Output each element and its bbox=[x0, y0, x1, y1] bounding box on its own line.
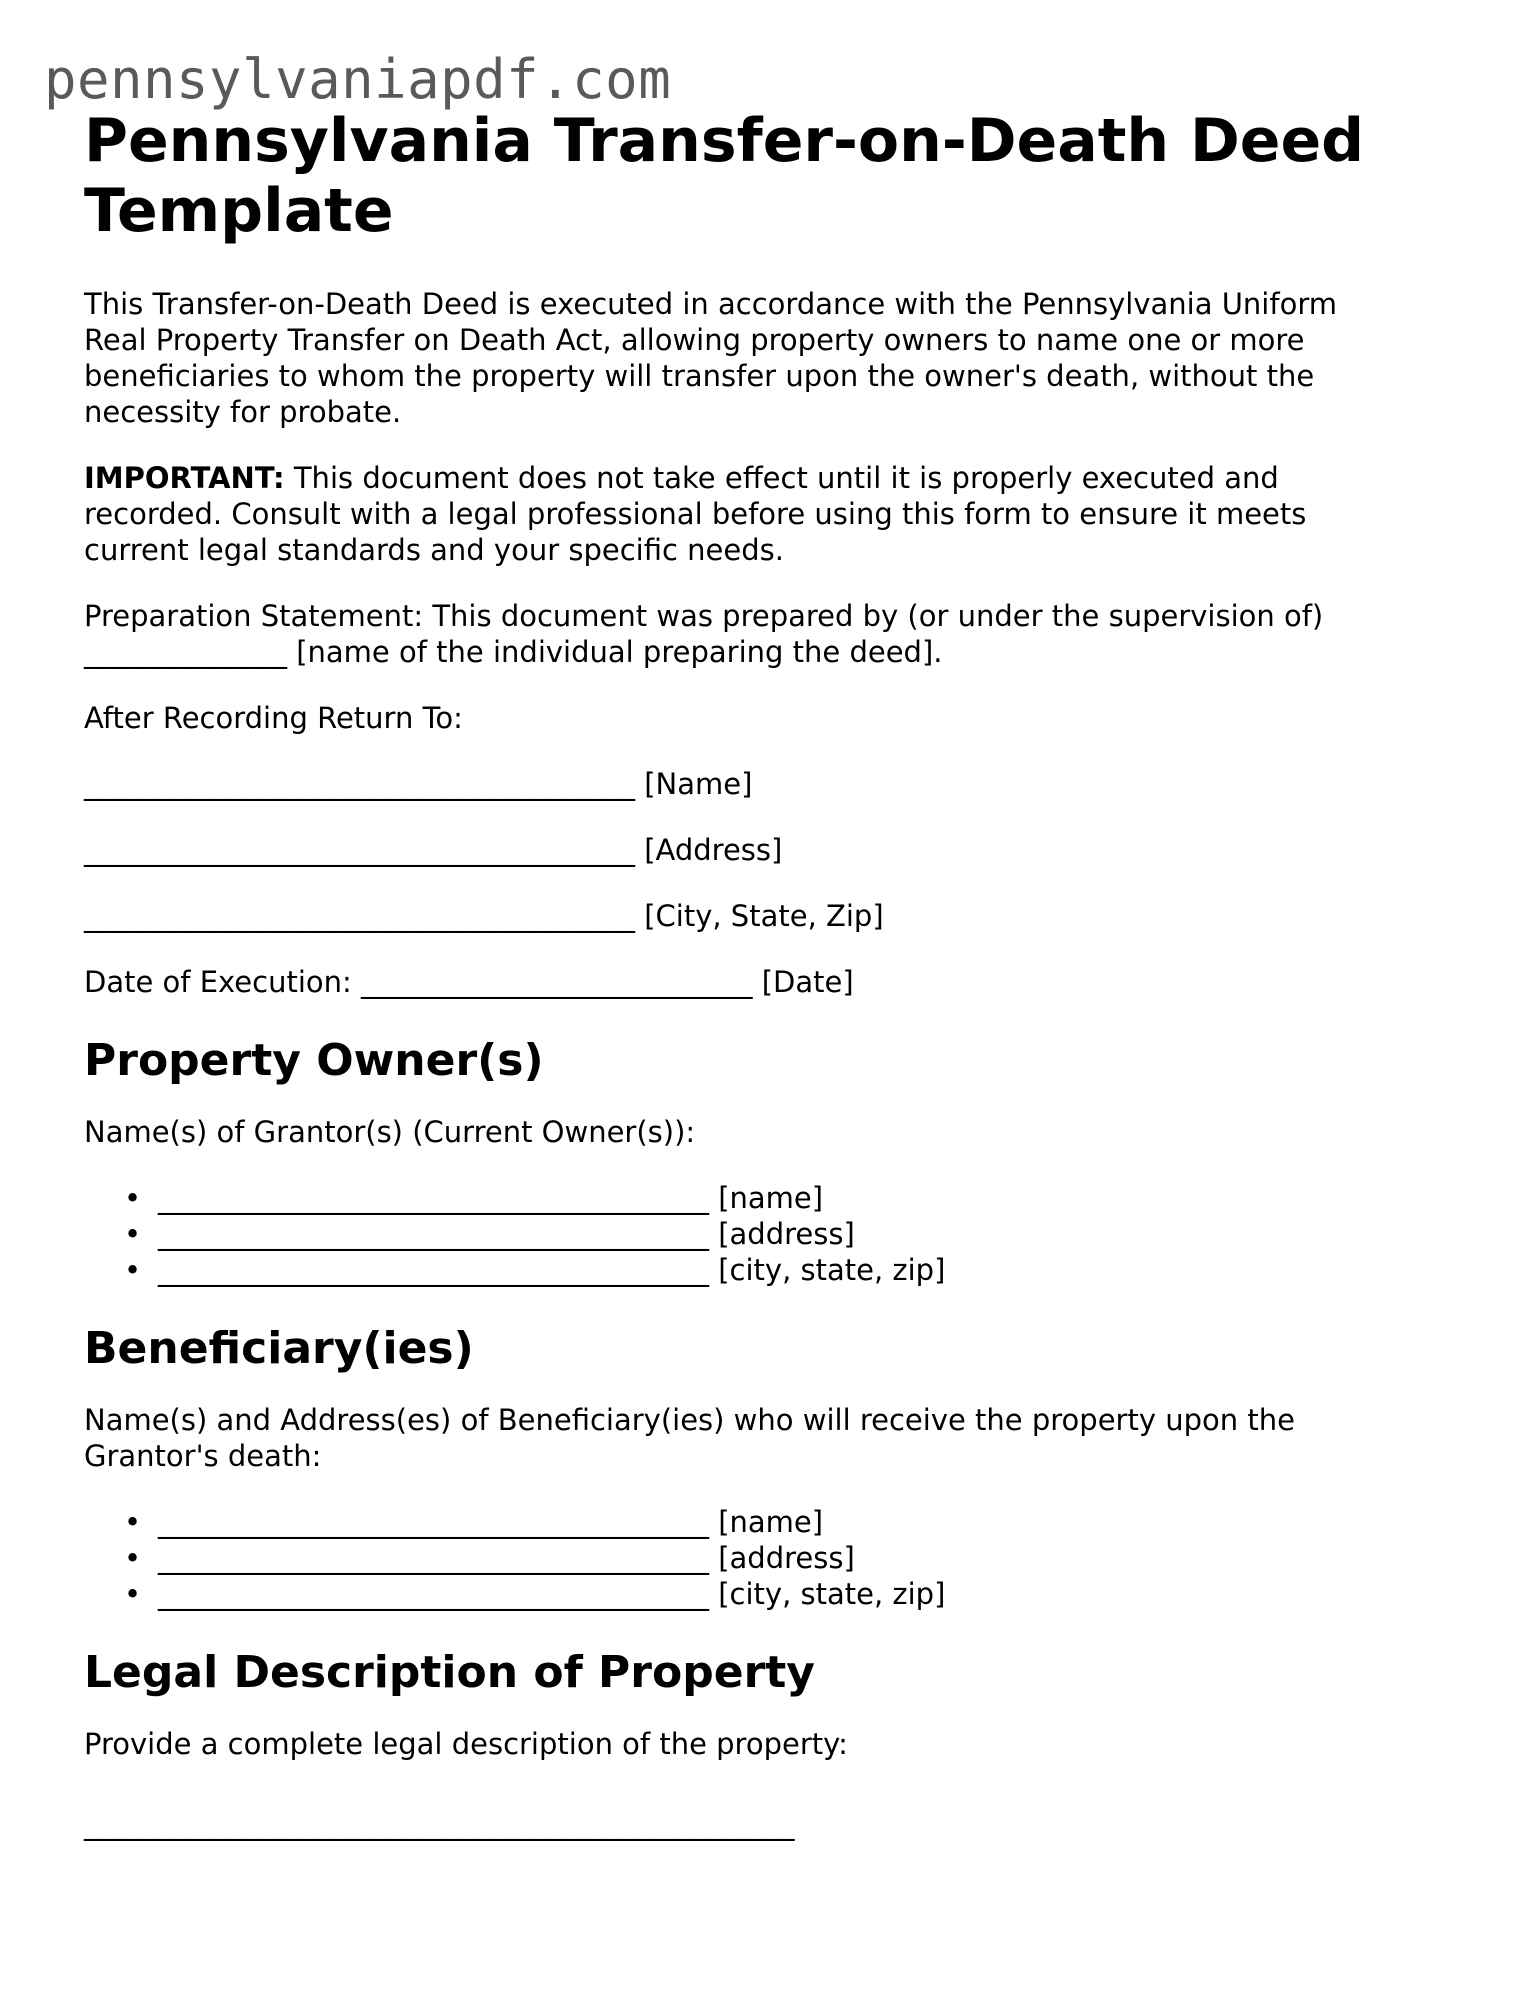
beneficiaries-label: Name(s) and Address(es) of Beneficiary(ies) who will receive the property upon the Grantor's death: bbox=[84, 1403, 1295, 1473]
important-text: This document does not take effect until it is properly executed and recorded. Consult with a legal professional before using this form to ensure it meets current legal standards and your specific needs. bbox=[84, 461, 1307, 567]
return-to-name-field: ______________________________________ [Name] bbox=[84, 767, 753, 801]
intro-paragraph: This Transfer-on-Death Deed is executed in accordance with the Pennsylvania Uniform Real Property Transfer on Death Act, allowing property owners to name one or more beneficiaries to whom the property will transfer upon the owner's death, without the necessity for probate. bbox=[84, 287, 1337, 429]
site-watermark: pennsylvaniapdf.com bbox=[44, 48, 672, 111]
owner-address-field: • ______________________________________ [address] bbox=[124, 1217, 855, 1251]
beneficiaries-heading: Beneficiary(ies) bbox=[84, 1323, 474, 1374]
document-body bbox=[84, 106, 1404, 1872]
beneficiary-address-field: • ______________________________________ [address] bbox=[124, 1541, 855, 1575]
owner-name-field: • ______________________________________ [name] bbox=[124, 1181, 824, 1215]
owners-label: Name(s) of Grantor(s) (Current Owner(s)): bbox=[84, 1115, 696, 1149]
return-to-address-field: ______________________________________ [Address] bbox=[84, 833, 783, 867]
legal-description-heading: Legal Description of Property bbox=[84, 1647, 815, 1698]
beneficiaries-list bbox=[84, 1504, 1404, 1612]
owners-heading: Property Owner(s) bbox=[84, 1035, 544, 1086]
beneficiary-name-field: • ______________________________________ [name] bbox=[124, 1505, 824, 1539]
important-label: IMPORTANT: bbox=[84, 461, 285, 495]
important-notice bbox=[84, 460, 1404, 568]
legal-description-field: _________________________________________________ bbox=[84, 1807, 795, 1841]
owner-city-field: • ______________________________________ [city, state, zip] bbox=[124, 1253, 946, 1287]
date-of-execution-field: Date of Execution: ___________________________ [Date] bbox=[84, 965, 854, 999]
legal-description-label: Provide a complete legal description of the property: bbox=[84, 1727, 848, 1761]
page-title: Pennsylvania Transfer-on-Death Deed Template bbox=[84, 106, 1365, 246]
beneficiary-city-field: • ______________________________________ [city, state, zip] bbox=[124, 1577, 946, 1611]
preparation-line-2: ______________ [name of the individual preparing the deed]. bbox=[84, 635, 943, 669]
owners-list bbox=[84, 1180, 1404, 1288]
preparation-line-1: Preparation Statement: This document was prepared by (or under the supervision of) bbox=[84, 599, 1324, 633]
preparation-statement bbox=[84, 598, 1404, 670]
return-to-label: After Recording Return To: bbox=[84, 701, 463, 735]
return-to-city-field: ______________________________________ [City, State, Zip] bbox=[84, 899, 884, 933]
